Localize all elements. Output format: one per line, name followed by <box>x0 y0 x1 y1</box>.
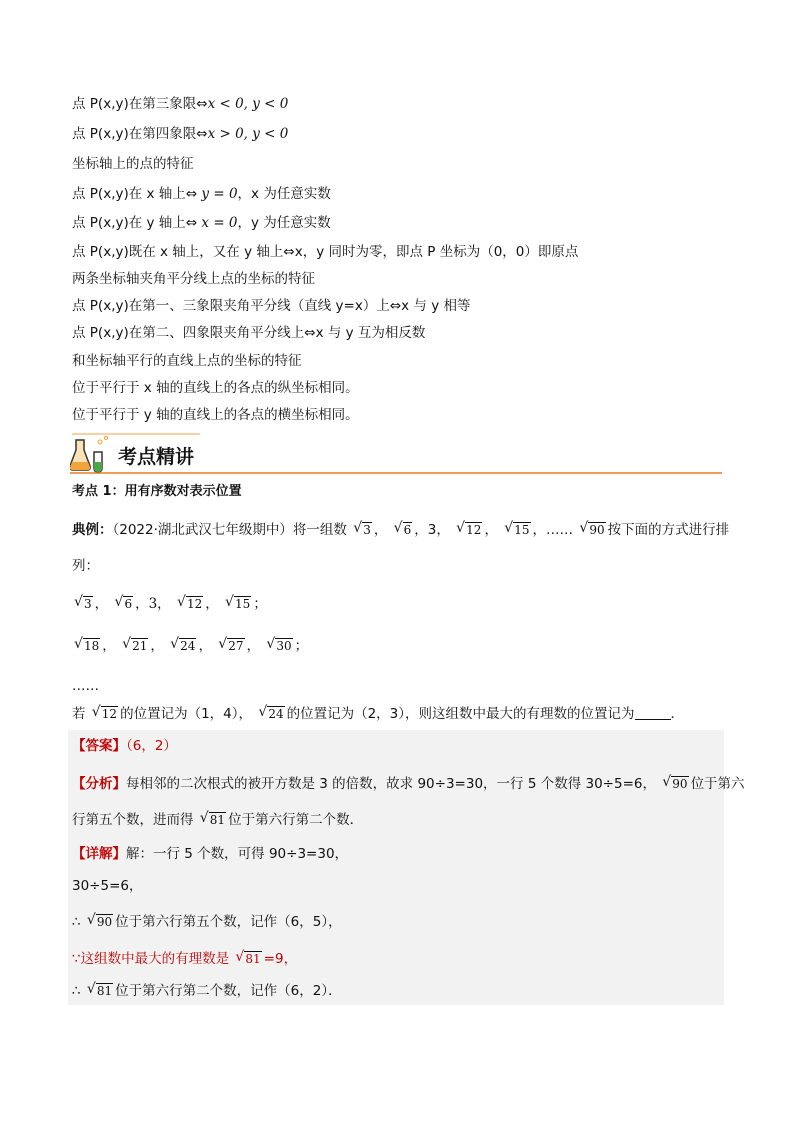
comma: ， <box>246 638 261 654</box>
seq-tail: ，3， <box>414 522 450 538</box>
comma: ， <box>205 596 219 612</box>
bisector24-suffix: x 与 y 互为相反数 <box>315 325 426 341</box>
therefore-symbol: ∴ <box>72 914 81 930</box>
sqrt-12: √ 12 <box>456 520 482 540</box>
analysis-text2a: 行第五个数，进而得 <box>72 812 194 828</box>
section-title: 考点精讲 <box>118 446 195 468</box>
quadrant4-text: 点 P(x,y)在第四象限 <box>72 126 197 142</box>
parallel-title: 和坐标轴平行的直线上点的坐标的特征 <box>72 353 302 369</box>
sqrt-30: √ 30 <box>266 636 292 656</box>
iff-symbol: ⇔ <box>185 186 198 202</box>
row-ellipsis: …… <box>72 678 99 694</box>
row1 <box>72 594 267 614</box>
example-label: 典例： <box>72 522 113 538</box>
sqrt-90: √ 90 <box>579 520 605 540</box>
example-line2: 列： <box>72 558 99 574</box>
answer-value: （6，2） <box>126 738 177 754</box>
xaxis-math: y = 0 <box>201 186 238 202</box>
bisector13-line <box>72 296 471 316</box>
comma: ， <box>135 596 149 612</box>
example-source: （2022·湖北武汉七年级期中）将一组数 <box>112 522 347 538</box>
sqrt-3: √ 3 <box>74 594 93 614</box>
section-header <box>70 432 722 474</box>
example-after: 按下面的方式进行排 <box>607 522 730 538</box>
row2 <box>72 636 308 656</box>
quadrant4-line <box>72 124 288 144</box>
yaxis-suffix: ，y 为任意实数 <box>237 215 331 231</box>
sqrt-81: √ 81 <box>235 949 261 969</box>
example-line1 <box>72 520 729 540</box>
sqrt-15: √ 15 <box>504 520 530 540</box>
detail-text5: 位于第六行第二个数，记作（6，2）． <box>115 983 342 999</box>
sqrt-21: √ 21 <box>122 636 148 656</box>
parallel-x-line: 位于平行于 x 轴的直线上的各点的纵坐标相同。 <box>72 380 359 396</box>
iff-symbol: ⇔ <box>196 96 208 112</box>
bisector13-suffix: x 与 y 相等 <box>401 298 471 314</box>
detail-tag: 【详解】 <box>72 846 126 862</box>
quadrant4-math: x > 0, y < 0 <box>207 126 289 142</box>
bisector24-text: 点 P(x,y)在第二、四象限夹角平分线上 <box>72 325 305 341</box>
sqrt-90: √ 90 <box>87 912 113 932</box>
sqrt-12: √ 12 <box>92 704 118 724</box>
sqrt-6: √ 6 <box>114 594 133 614</box>
analysis-line2 <box>72 810 363 830</box>
sqrt-15: √ 15 <box>225 594 251 614</box>
yaxis-math: x = 0 <box>201 215 238 231</box>
comma: ， <box>150 638 164 654</box>
sqrt-6: √ 6 <box>394 520 413 540</box>
parallel-y-line: 位于平行于 y 轴的直线上的各点的横坐标相同。 <box>72 407 359 423</box>
detail-text1: 解：一行 5 个数，可得 90÷3=30， <box>126 846 349 862</box>
bisector-title: 两条坐标轴夹角平分线上点的坐标的特征 <box>72 271 315 287</box>
detail-line1 <box>72 844 348 864</box>
therefore-symbol: ∴ <box>72 983 81 999</box>
sqrt-18: √ 18 <box>74 636 100 656</box>
quadrant3-line <box>72 94 288 114</box>
comma: ， <box>157 596 171 612</box>
origin-line <box>72 242 578 262</box>
point1-title: 考点 1：用有序数对表示位置 <box>72 484 242 499</box>
question-line <box>72 704 684 724</box>
detail-line3 <box>72 912 342 932</box>
iff-symbol: ⇔ <box>389 298 402 314</box>
comma: ， <box>102 638 116 654</box>
question-mid1: 的位置记为（1，4）， <box>120 706 253 722</box>
row1-three: 3 <box>148 596 158 612</box>
question-end: ． <box>670 706 685 722</box>
comma: ， <box>484 522 498 538</box>
detail-text4-pre: ∵这组数中最大的有理数是 <box>72 951 230 967</box>
sqrt-24: √ 24 <box>258 704 284 724</box>
seq-dots: ，…… <box>532 522 574 538</box>
xaxis-line <box>72 184 331 204</box>
xaxis-suffix: ，x 为任意实数 <box>237 186 331 202</box>
iff-symbol: ⇔ <box>283 244 295 260</box>
yaxis-text: 点 P(x,y)在 y 轴上 <box>72 215 186 231</box>
analysis-text1: 每相邻的二次根式的被开方数是 3 的倍数，故求 90÷3=30，一行 5 个数得 30÷5=6， <box>126 776 656 792</box>
question-mid2: 的位置记为（2，3），则这组数中最大的有理数的位置记为 <box>286 706 635 722</box>
origin-text: 点 P(x,y)既在 x 轴上，又在 y 轴上 <box>72 244 284 260</box>
analysis-text1b: 位于第六 <box>690 776 745 792</box>
answer-tag: 【答案】 <box>72 738 126 754</box>
bisector24-line <box>72 323 425 343</box>
semicolon: ； <box>294 638 309 654</box>
answer-blank <box>635 705 671 720</box>
sqrt-3: √ 3 <box>353 520 372 540</box>
iff-symbol: ⇔ <box>185 215 198 231</box>
detail-line2: 30÷5=6， <box>72 878 143 894</box>
sqrt-27: √ 27 <box>218 636 244 656</box>
sqrt-12: √ 12 <box>177 594 203 614</box>
answer-line <box>72 736 177 756</box>
detail-line5 <box>72 981 342 1001</box>
quadrant3-text: 点 P(x,y)在第三象限 <box>72 96 197 112</box>
origin-suffix: x，y 同时为零，即点 P 坐标为（0，0）即原点 <box>294 244 579 260</box>
iff-symbol: ⇔ <box>196 126 208 142</box>
semicolon: ； <box>253 596 267 612</box>
analysis-tag: 【分析】 <box>72 776 126 792</box>
detail-line4 <box>72 949 297 969</box>
analysis-line1 <box>72 774 745 794</box>
xaxis-text: 点 P(x,y)在 x 轴上 <box>72 186 186 202</box>
sqrt-81: √ 81 <box>87 981 113 1001</box>
comma: ， <box>94 596 109 612</box>
axis-points-title: 坐标轴上的点的特征 <box>72 156 194 172</box>
flask-icon <box>70 437 108 473</box>
sqrt-90: √ 90 <box>662 774 688 794</box>
analysis-text2b: 位于第六行第二个数． <box>228 812 364 828</box>
comma: ， <box>373 522 388 538</box>
detail-text4-post: =9， <box>263 951 298 967</box>
iff-symbol: ⇔ <box>304 325 316 341</box>
detail-text3: 位于第六行第五个数，记作（6，5）， <box>115 914 342 930</box>
sqrt-24: √ 24 <box>170 636 196 656</box>
bisector13-text: 点 P(x,y)在第一、三象限夹角平分线（直线 y=x）上 <box>72 298 390 314</box>
comma: ， <box>198 638 212 654</box>
sqrt-81: √ 81 <box>200 810 226 830</box>
question-pre: 若 <box>72 706 86 722</box>
yaxis-line <box>72 213 331 233</box>
quadrant3-math: x < 0, y < 0 <box>207 96 289 112</box>
